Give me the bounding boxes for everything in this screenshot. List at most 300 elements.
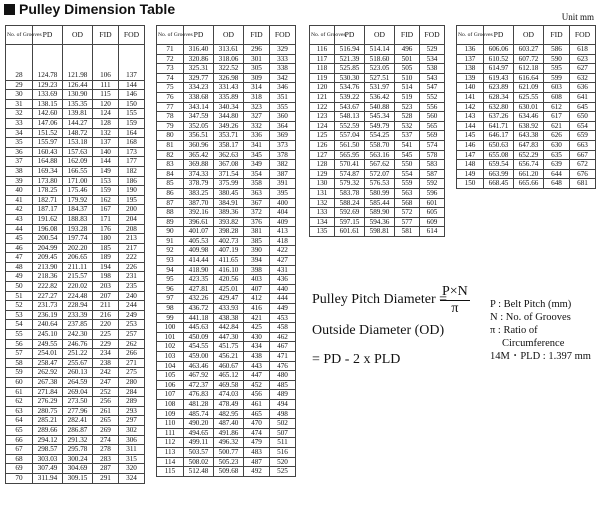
- table-cell: 356.51: [184, 131, 214, 141]
- table-cell: 411.65: [214, 256, 244, 266]
- table-cell: 644: [544, 169, 570, 179]
- column-header-pd: PD: [33, 26, 63, 45]
- table-cell: 616.64: [514, 73, 544, 83]
- table-row: [6, 330, 145, 340]
- table-cell: 318.06: [214, 54, 244, 64]
- table-cell: 35: [6, 138, 33, 148]
- table-cell: 537: [395, 131, 420, 141]
- table-cell: 52: [6, 301, 33, 311]
- table-row: [6, 214, 145, 224]
- table-cell: 202.20: [63, 243, 93, 253]
- table-row: [157, 227, 296, 237]
- table-row: [157, 256, 296, 266]
- table-cell: 534.76: [335, 83, 365, 93]
- table-cell: 121: [310, 92, 335, 102]
- table-cell: 264.59: [63, 378, 93, 388]
- table-row: [6, 320, 145, 330]
- table-cell: 525.85: [335, 64, 365, 74]
- table-cell: 289: [119, 397, 145, 407]
- table-row: [457, 64, 596, 74]
- table-cell: 541: [395, 140, 420, 150]
- table-cell: 60: [6, 378, 33, 388]
- table-cell: 287: [93, 464, 119, 474]
- table-cell: 95: [157, 275, 184, 285]
- table-cell: 362.63: [214, 150, 244, 160]
- table-cell: 598.81: [365, 227, 395, 237]
- table-cell: 641.71: [484, 121, 514, 131]
- pitch-diameter-label: Pulley Pitch Diameter =: [312, 292, 448, 307]
- table-cell: 367: [244, 198, 270, 208]
- table-cell: 623: [570, 54, 596, 64]
- table-row: [6, 435, 145, 445]
- table-cell: 147.06: [33, 118, 63, 128]
- table-cell: 329: [270, 45, 296, 55]
- table-cell: 554: [395, 169, 420, 179]
- table-cell: 253: [119, 320, 145, 330]
- table-cell: 467.92: [184, 371, 214, 381]
- table-cell: 380.45: [214, 188, 244, 198]
- table-cell: 252: [93, 387, 119, 397]
- table-cell: 194: [93, 262, 119, 272]
- table-cell: 144: [93, 157, 119, 167]
- table-cell: 375.99: [214, 179, 244, 189]
- table-cell: 372: [244, 208, 270, 218]
- table-cell: 139.81: [63, 109, 93, 119]
- table-cell: 309.15: [63, 473, 93, 483]
- table-cell: 518.60: [365, 54, 395, 64]
- table-row: [6, 349, 145, 359]
- table-cell: 623.89: [484, 83, 514, 93]
- table-cell: 86: [157, 188, 184, 198]
- table-cell: 469.58: [214, 380, 244, 390]
- table-cell: 179.92: [63, 195, 93, 205]
- square-bullet-icon: [4, 4, 15, 15]
- table-cell: 74: [157, 73, 184, 83]
- table-cell: 557.04: [335, 131, 365, 141]
- table-cell: 663: [570, 140, 596, 150]
- table-cell: 552: [420, 92, 445, 102]
- table-cell: 547: [420, 83, 445, 93]
- table-cell: 639: [544, 160, 570, 170]
- table-cell: 371.54: [214, 169, 244, 179]
- table-cell: 527.51: [365, 73, 395, 83]
- table-cell: 173: [119, 147, 145, 157]
- table-row: [157, 121, 296, 131]
- table-cell: 108: [157, 399, 184, 409]
- table-cell: 130: [310, 179, 335, 189]
- table-cell: 503.57: [184, 447, 214, 457]
- table-cell: 28: [6, 45, 33, 81]
- table-cell: 659.54: [484, 160, 514, 170]
- table-cell: 567.62: [365, 160, 395, 170]
- table-cell: 295.78: [63, 445, 93, 455]
- table-cell: 104: [157, 361, 184, 371]
- table-cell: 597.15: [335, 217, 365, 227]
- table-cell: 67: [6, 445, 33, 455]
- table-row: [457, 92, 596, 102]
- table-cell: 681: [570, 179, 596, 189]
- table-cell: 211.11: [63, 262, 93, 272]
- table-row: [157, 313, 296, 323]
- table-row: [157, 188, 296, 198]
- table-row: [6, 406, 145, 416]
- table-cell: 155.97: [33, 138, 63, 148]
- table-cell: 42: [6, 205, 33, 215]
- table-cell: 630: [544, 140, 570, 150]
- table-cell: 632.80: [484, 102, 514, 112]
- table-cell: 39: [6, 176, 33, 186]
- table-cell: 512.48: [184, 467, 214, 477]
- table-cell: 336: [244, 131, 270, 141]
- table-row: [310, 198, 445, 208]
- table-cell: 508.02: [184, 457, 214, 467]
- table-cell: 148: [457, 160, 484, 170]
- table-cell: 460.67: [214, 361, 244, 371]
- table-row: [157, 361, 296, 371]
- table-cell: 153.18: [63, 138, 93, 148]
- table-row: [457, 160, 596, 170]
- table-cell: 452: [244, 380, 270, 390]
- table-row: [6, 291, 145, 301]
- table-row: [6, 387, 145, 397]
- table-cell: 182.71: [33, 195, 63, 205]
- table-row: [6, 262, 145, 272]
- table-row: [6, 243, 145, 253]
- table-cell: 414.44: [184, 256, 214, 266]
- table-cell: 245.10: [33, 330, 63, 340]
- table-cell: 129: [310, 169, 335, 179]
- table-cell: 177: [119, 157, 145, 167]
- table-cell: 648: [544, 179, 570, 189]
- table-cell: 387.70: [184, 198, 214, 208]
- table-cell: 650.63: [484, 140, 514, 150]
- table-cell: 85: [157, 179, 184, 189]
- table-cell: 523.05: [365, 64, 395, 74]
- table-cell: 51: [6, 291, 33, 301]
- table-cell: 120: [93, 99, 119, 109]
- table-cell: 148.72: [63, 128, 93, 138]
- table-cell: 298.57: [33, 445, 63, 455]
- table-cell: 40: [6, 186, 33, 196]
- table-cell: 106: [157, 380, 184, 390]
- table-cell: 510: [395, 73, 420, 83]
- table-cell: 207: [93, 291, 119, 301]
- table-cell: 614.97: [484, 64, 514, 74]
- table-cell: 511: [270, 438, 296, 448]
- table-cell: 655.08: [484, 150, 514, 160]
- table-cell: 407.19: [214, 246, 244, 256]
- table-cell: 48: [6, 262, 33, 272]
- table-cell: 137: [457, 54, 484, 64]
- table-cell: 228.94: [63, 301, 93, 311]
- table-cell: 384.91: [214, 198, 244, 208]
- table-cell: 134: [310, 217, 335, 227]
- table-row: [157, 131, 296, 141]
- table-cell: 262.92: [33, 368, 63, 378]
- table-cell: 140: [93, 147, 119, 157]
- table-cell: 565.95: [335, 150, 365, 160]
- table-row: [157, 217, 296, 227]
- table-cell: 56: [6, 339, 33, 349]
- table-cell: 641: [570, 92, 596, 102]
- table-cell: 36: [6, 147, 33, 157]
- table-row: [157, 179, 296, 189]
- table-row: [157, 409, 296, 419]
- table-cell: 244: [119, 301, 145, 311]
- table-cell: 69: [6, 464, 33, 474]
- table-cell: 115: [157, 467, 184, 477]
- outside-diameter-label: Outside Diameter (OD): [312, 323, 445, 338]
- table-row: [6, 310, 145, 320]
- table-cell: 373: [270, 140, 296, 150]
- table-cell: 665.66: [514, 179, 544, 189]
- table-cell: 532: [395, 121, 420, 131]
- table-cell: 106: [93, 45, 119, 81]
- table-cell: 425: [244, 323, 270, 333]
- table-cell: 238: [93, 358, 119, 368]
- table-cell: 463.46: [184, 361, 214, 371]
- table-cell: 277.96: [63, 406, 93, 416]
- table-cell: 49: [6, 272, 33, 282]
- table-cell: 608: [544, 92, 570, 102]
- table-cell: 676: [570, 169, 596, 179]
- column-header-fod: FOD: [570, 26, 596, 45]
- table-cell: 496: [395, 45, 420, 55]
- table-cell: 124.78: [33, 45, 63, 81]
- table-cell: 351: [270, 92, 296, 102]
- table-cell: 528: [395, 112, 420, 122]
- table-cell: 38: [6, 166, 33, 176]
- table-cell: 326.98: [214, 73, 244, 83]
- table-cell: 249.55: [33, 339, 63, 349]
- table-cell: 569: [420, 131, 445, 141]
- table-cell: 374.33: [184, 169, 214, 179]
- table-cell: 141: [457, 92, 484, 102]
- pitch-diameter-fraction: [440, 284, 470, 317]
- table-row: [157, 169, 296, 179]
- table-cell: 203: [93, 282, 119, 292]
- column-header-fod: FOD: [270, 26, 296, 45]
- table-row: [6, 157, 145, 167]
- table-header-row: [457, 26, 596, 45]
- table-cell: 378: [270, 150, 296, 160]
- table-cell: 220: [93, 320, 119, 330]
- table-cell: 233.39: [63, 310, 93, 320]
- table-cell: 498: [270, 409, 296, 419]
- table-cell: 92: [157, 246, 184, 256]
- table-cell: 79: [157, 121, 184, 131]
- table-cell: 340.34: [214, 102, 244, 112]
- table-cell: 283: [93, 454, 119, 464]
- table-cell: 441.18: [184, 313, 214, 323]
- table-row: [310, 150, 445, 160]
- table-cell: 456.21: [214, 352, 244, 362]
- table-cell: 200: [119, 205, 145, 215]
- table-cell: 275: [119, 368, 145, 378]
- note-circumference: Circumference: [502, 338, 565, 349]
- table-cell: 344.80: [214, 112, 244, 122]
- table-cell: 195: [119, 195, 145, 205]
- table-cell: 548.13: [335, 112, 365, 122]
- table-cell: 389.36: [214, 208, 244, 218]
- table-cell: 33: [6, 118, 33, 128]
- table-cell: 45: [6, 234, 33, 244]
- dimension-table-1: [5, 25, 145, 484]
- table-cell: 255.67: [63, 358, 93, 368]
- table-cell: 456: [244, 390, 270, 400]
- table-cell: 367.08: [214, 160, 244, 170]
- table-cell: 445.63: [184, 323, 214, 333]
- table-row: [457, 140, 596, 150]
- table-cell: 284: [119, 387, 145, 397]
- column-header-ng: No. of Grooves: [457, 26, 484, 45]
- table-row: [6, 234, 145, 244]
- table-cell: 659: [570, 131, 596, 141]
- table-row: [457, 73, 596, 83]
- note-pi: π : Ratio of: [490, 325, 538, 336]
- table-cell: 303.03: [33, 454, 63, 464]
- table-cell: 382: [270, 160, 296, 170]
- table-row: [157, 265, 296, 275]
- table-cell: 502: [270, 419, 296, 429]
- table-cell: 291.32: [63, 435, 93, 445]
- table-cell: 175.46: [63, 186, 93, 196]
- table-cell: 538: [420, 64, 445, 74]
- table-cell: 137: [119, 45, 145, 81]
- table-cell: 301: [244, 54, 270, 64]
- table-cell: 474: [244, 428, 270, 438]
- table-row: [6, 339, 145, 349]
- table-cell: 672: [570, 160, 596, 170]
- table-row: [157, 371, 296, 381]
- table-cell: 425.01: [214, 284, 244, 294]
- table-cell: 324: [119, 473, 145, 483]
- table-cell: 124: [93, 109, 119, 119]
- table-cell: 258.47: [33, 358, 63, 368]
- table-cell: 105: [157, 371, 184, 381]
- table-cell: 50: [6, 282, 33, 292]
- table-row: [457, 102, 596, 112]
- table-row: [310, 45, 445, 55]
- table-cell: 162: [93, 195, 119, 205]
- table-cell: 282.41: [63, 416, 93, 426]
- table-cell: 236.19: [33, 310, 63, 320]
- table-row: [157, 419, 296, 429]
- table-cell: 507: [270, 428, 296, 438]
- table-cell: 260.13: [63, 368, 93, 378]
- table-cell: 360: [270, 112, 296, 122]
- table-cell: 572.07: [365, 169, 395, 179]
- table-cell: 520: [270, 457, 296, 467]
- table-cell: 101: [157, 332, 184, 342]
- table-cell: 133: [310, 208, 335, 218]
- table-cell: 119: [310, 73, 335, 83]
- table-row: [6, 45, 145, 81]
- table-row: [310, 188, 445, 198]
- table-cell: 246.76: [63, 339, 93, 349]
- table-row: [6, 186, 145, 196]
- table-row: [157, 150, 296, 160]
- table-cell: 186: [119, 176, 145, 186]
- table-cell: 574: [420, 140, 445, 150]
- table-cell: 293: [119, 406, 145, 416]
- table-cell: 97: [157, 294, 184, 304]
- table-row: [157, 92, 296, 102]
- column-header-pd: PD: [335, 26, 365, 45]
- table-cell: 329.77: [184, 73, 214, 83]
- table-cell: 222: [119, 253, 145, 263]
- table-cell: 565: [420, 121, 445, 131]
- table-cell: 628.34: [484, 92, 514, 102]
- table-cell: 276.29: [33, 397, 63, 407]
- table-cell: 461: [244, 399, 270, 409]
- table-cell: 31: [6, 99, 33, 109]
- table-cell: 314: [244, 83, 270, 93]
- table-row: [157, 83, 296, 93]
- table-cell: 525: [270, 467, 296, 477]
- table-cell: 80: [157, 131, 184, 141]
- table-row: [457, 150, 596, 160]
- table-cell: 296: [244, 45, 270, 55]
- table-cell: 539.22: [335, 92, 365, 102]
- table-cell: 196.08: [33, 224, 63, 234]
- table-cell: 413: [270, 227, 296, 237]
- table-cell: 404: [270, 208, 296, 218]
- table-cell: 102: [157, 342, 184, 352]
- table-cell: 393.82: [214, 217, 244, 227]
- table-cell: 536.42: [365, 92, 395, 102]
- table-cell: 610.52: [484, 54, 514, 64]
- table-cell: 621: [544, 121, 570, 131]
- table-cell: 227.27: [33, 291, 63, 301]
- table-cell: 545: [395, 150, 420, 160]
- table-cell: 589.90: [365, 208, 395, 218]
- table-cell: 561.50: [335, 140, 365, 150]
- table-cell: 88: [157, 208, 184, 218]
- table-cell: 213.90: [33, 262, 63, 272]
- table-cell: 128: [93, 118, 119, 128]
- table-cell: 113: [157, 447, 184, 457]
- table-cell: 34: [6, 128, 33, 138]
- table-cell: 576.53: [365, 179, 395, 189]
- table-cell: 418: [270, 236, 296, 246]
- table-cell: 416: [244, 304, 270, 314]
- table-cell: 164: [119, 128, 145, 138]
- table-row: [157, 428, 296, 438]
- table-cell: 90: [157, 227, 184, 237]
- table-cell: 111: [93, 80, 119, 90]
- table-row: [310, 160, 445, 170]
- table-row: [6, 473, 145, 483]
- page-title: [4, 1, 175, 17]
- table-cell: 552.59: [335, 121, 365, 131]
- table-cell: 543.67: [335, 102, 365, 112]
- table-cell: 160.43: [33, 147, 63, 157]
- table-row: [157, 352, 296, 362]
- table-row: [310, 208, 445, 218]
- column-header-ng: No. of Grooves: [157, 26, 184, 45]
- column-header-ng: No. of Grooves: [310, 26, 335, 45]
- table-cell: 159: [119, 118, 145, 128]
- table-cell: 647.83: [514, 140, 544, 150]
- table-cell: 82: [157, 150, 184, 160]
- column-header-od: OD: [514, 26, 544, 45]
- table-cell: 433.93: [214, 304, 244, 314]
- table-cell: 458: [270, 323, 296, 333]
- table-cell: 116: [310, 45, 335, 55]
- table-cell: 545.34: [365, 112, 395, 122]
- table-cell: 315: [119, 454, 145, 464]
